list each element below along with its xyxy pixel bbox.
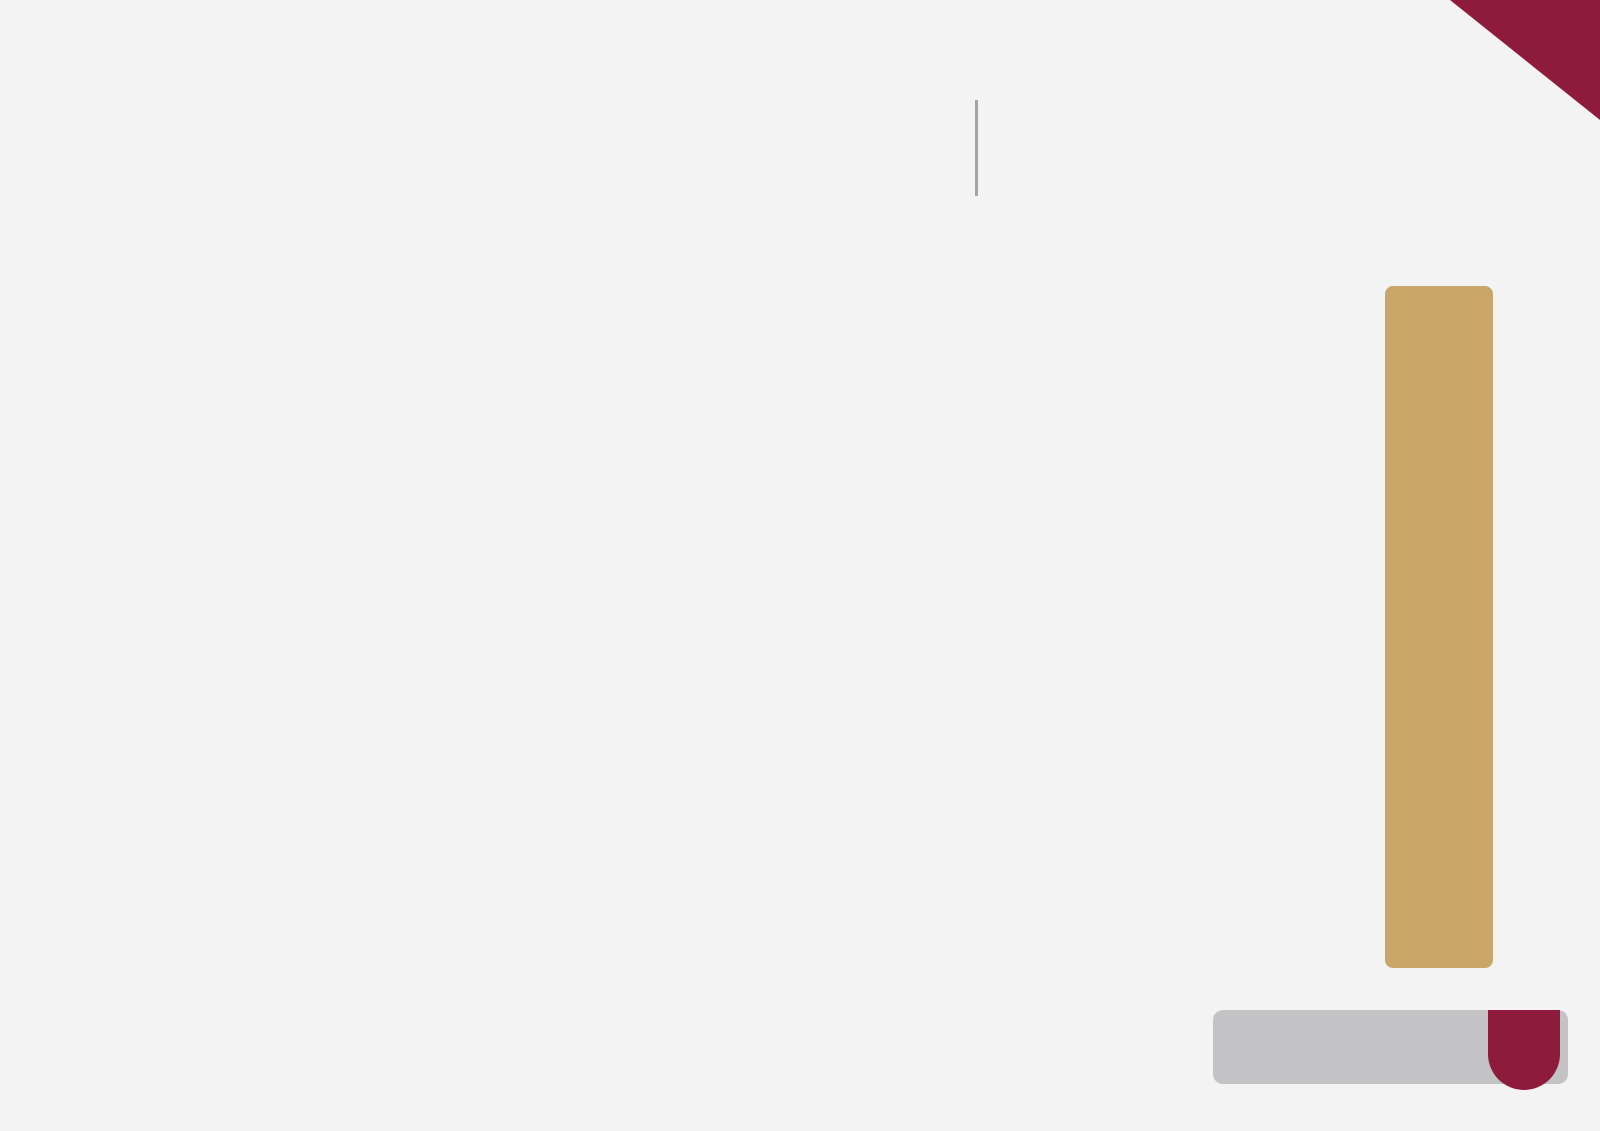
page-number xyxy=(1488,1010,1560,1090)
info-banner xyxy=(118,243,1493,281)
header-divider xyxy=(975,100,978,196)
row-header-column xyxy=(1385,286,1493,968)
page-header xyxy=(380,88,1210,208)
corner-ribbon xyxy=(1450,0,1600,120)
